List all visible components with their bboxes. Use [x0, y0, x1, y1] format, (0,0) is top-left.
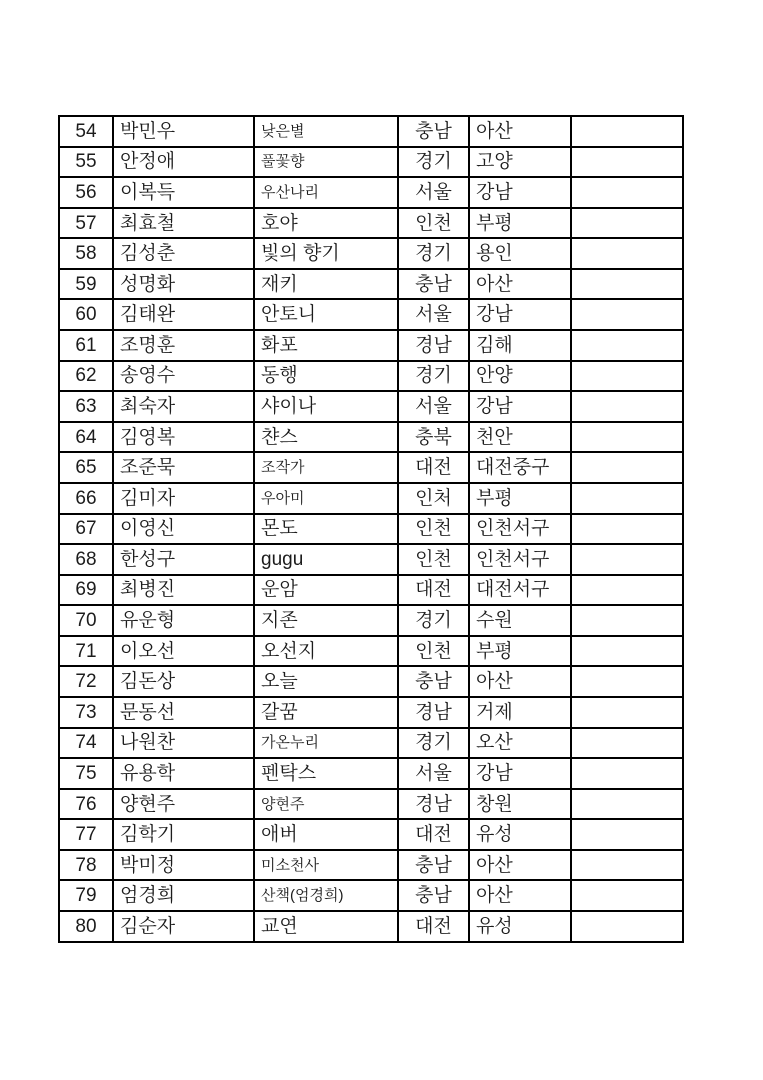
- city-cell: 창원: [469, 789, 571, 820]
- city-cell: 유성: [469, 819, 571, 850]
- member-name-cell: 조준묵: [113, 452, 254, 483]
- province-cell: 인처: [398, 483, 469, 514]
- table-row: [59, 666, 683, 697]
- empty-cell: [571, 177, 683, 208]
- nickname-cell: 조작가: [254, 452, 398, 483]
- row-number-cell: 57: [59, 208, 113, 239]
- nickname-cell: 안토니: [254, 299, 398, 330]
- member-name-cell: 유용학: [113, 758, 254, 789]
- row-number-cell: 69: [59, 575, 113, 606]
- row-number-cell: 60: [59, 299, 113, 330]
- nickname-cell: 우산나리: [254, 177, 398, 208]
- member-name-cell: 김미자: [113, 483, 254, 514]
- empty-cell: [571, 636, 683, 667]
- empty-cell: [571, 269, 683, 300]
- row-number-cell: 66: [59, 483, 113, 514]
- member-name-cell: 조명훈: [113, 330, 254, 361]
- member-name-cell: 최병진: [113, 575, 254, 606]
- member-name-cell: 김영복: [113, 422, 254, 453]
- table-row: [59, 391, 683, 422]
- table-row: [59, 177, 683, 208]
- member-roster-table: [58, 115, 684, 943]
- row-number-cell: 59: [59, 269, 113, 300]
- nickname-cell: 동행: [254, 361, 398, 392]
- table-row: [59, 116, 683, 147]
- province-cell: 경기: [398, 728, 469, 759]
- province-cell: 서울: [398, 177, 469, 208]
- province-cell: 경남: [398, 789, 469, 820]
- nickname-cell: 갈꿈: [254, 697, 398, 728]
- table-row: [59, 758, 683, 789]
- member-name-cell: 한성구: [113, 544, 254, 575]
- table-row: [59, 605, 683, 636]
- city-cell: 수원: [469, 605, 571, 636]
- province-cell: 인천: [398, 208, 469, 239]
- row-number-cell: 75: [59, 758, 113, 789]
- empty-cell: [571, 789, 683, 820]
- row-number-cell: 71: [59, 636, 113, 667]
- city-cell: 대전서구: [469, 575, 571, 606]
- empty-cell: [571, 666, 683, 697]
- member-name-cell: 이오선: [113, 636, 254, 667]
- empty-cell: [571, 452, 683, 483]
- empty-cell: [571, 819, 683, 850]
- row-number-cell: 74: [59, 728, 113, 759]
- province-cell: 충남: [398, 880, 469, 911]
- empty-cell: [571, 208, 683, 239]
- city-cell: 천안: [469, 422, 571, 453]
- province-cell: 경기: [398, 361, 469, 392]
- city-cell: 아산: [469, 850, 571, 881]
- province-cell: 경기: [398, 147, 469, 178]
- empty-cell: [571, 422, 683, 453]
- row-number-cell: 72: [59, 666, 113, 697]
- member-name-cell: 유운형: [113, 605, 254, 636]
- member-name-cell: 김태완: [113, 299, 254, 330]
- member-name-cell: 김돈상: [113, 666, 254, 697]
- empty-cell: [571, 728, 683, 759]
- province-cell: 경기: [398, 605, 469, 636]
- member-name-cell: 안정애: [113, 147, 254, 178]
- city-cell: 부평: [469, 208, 571, 239]
- member-name-cell: 김성춘: [113, 238, 254, 269]
- city-cell: 김해: [469, 330, 571, 361]
- city-cell: 아산: [469, 116, 571, 147]
- member-name-cell: 문동선: [113, 697, 254, 728]
- empty-cell: [571, 330, 683, 361]
- table-row: [59, 728, 683, 759]
- row-number-cell: 61: [59, 330, 113, 361]
- row-number-cell: 73: [59, 697, 113, 728]
- empty-cell: [571, 850, 683, 881]
- row-number-cell: 65: [59, 452, 113, 483]
- nickname-cell: 낮은별: [254, 116, 398, 147]
- nickname-cell: gugu: [254, 544, 398, 575]
- row-number-cell: 76: [59, 789, 113, 820]
- city-cell: 아산: [469, 666, 571, 697]
- table-row: [59, 269, 683, 300]
- empty-cell: [571, 880, 683, 911]
- row-number-cell: 56: [59, 177, 113, 208]
- member-name-cell: 박민우: [113, 116, 254, 147]
- city-cell: 대전중구: [469, 452, 571, 483]
- table-body: [59, 116, 683, 942]
- table-row: [59, 361, 683, 392]
- member-name-cell: 박미정: [113, 850, 254, 881]
- member-name-cell: 이영신: [113, 514, 254, 545]
- nickname-cell: 챤스: [254, 422, 398, 453]
- table-row: [59, 819, 683, 850]
- province-cell: 충남: [398, 116, 469, 147]
- nickname-cell: 화포: [254, 330, 398, 361]
- city-cell: 강남: [469, 391, 571, 422]
- row-number-cell: 77: [59, 819, 113, 850]
- member-name-cell: 최숙자: [113, 391, 254, 422]
- empty-cell: [571, 147, 683, 178]
- table-row: [59, 422, 683, 453]
- city-cell: 인천서구: [469, 544, 571, 575]
- city-cell: 거제: [469, 697, 571, 728]
- nickname-cell: 몬도: [254, 514, 398, 545]
- nickname-cell: 오선지: [254, 636, 398, 667]
- table-row: [59, 208, 683, 239]
- nickname-cell: 빛의 향기: [254, 238, 398, 269]
- nickname-cell: 미소천사: [254, 850, 398, 881]
- table-row: [59, 514, 683, 545]
- empty-cell: [571, 238, 683, 269]
- member-name-cell: 송영수: [113, 361, 254, 392]
- city-cell: 유성: [469, 911, 571, 942]
- nickname-cell: 양현주: [254, 789, 398, 820]
- city-cell: 강남: [469, 758, 571, 789]
- nickname-cell: 산책(엄경희): [254, 880, 398, 911]
- province-cell: 서울: [398, 391, 469, 422]
- empty-cell: [571, 483, 683, 514]
- province-cell: 충남: [398, 666, 469, 697]
- empty-cell: [571, 299, 683, 330]
- empty-cell: [571, 391, 683, 422]
- row-number-cell: 68: [59, 544, 113, 575]
- empty-cell: [571, 116, 683, 147]
- nickname-cell: 재키: [254, 269, 398, 300]
- table-row: [59, 238, 683, 269]
- member-name-cell: 양현주: [113, 789, 254, 820]
- empty-cell: [571, 514, 683, 545]
- row-number-cell: 67: [59, 514, 113, 545]
- member-name-cell: 김순자: [113, 911, 254, 942]
- nickname-cell: 가온누리: [254, 728, 398, 759]
- province-cell: 서울: [398, 299, 469, 330]
- table-row: [59, 911, 683, 942]
- member-name-cell: 최효철: [113, 208, 254, 239]
- province-cell: 경기: [398, 238, 469, 269]
- province-cell: 경남: [398, 697, 469, 728]
- province-cell: 인천: [398, 514, 469, 545]
- row-number-cell: 54: [59, 116, 113, 147]
- city-cell: 인천서구: [469, 514, 571, 545]
- city-cell: 아산: [469, 880, 571, 911]
- nickname-cell: 교연: [254, 911, 398, 942]
- row-number-cell: 62: [59, 361, 113, 392]
- empty-cell: [571, 605, 683, 636]
- member-name-cell: 엄경희: [113, 880, 254, 911]
- city-cell: 용인: [469, 238, 571, 269]
- city-cell: 고양: [469, 147, 571, 178]
- member-name-cell: 이복득: [113, 177, 254, 208]
- empty-cell: [571, 697, 683, 728]
- table-row: [59, 575, 683, 606]
- province-cell: 경남: [398, 330, 469, 361]
- empty-cell: [571, 911, 683, 942]
- nickname-cell: 애버: [254, 819, 398, 850]
- city-cell: 부평: [469, 636, 571, 667]
- province-cell: 인천: [398, 636, 469, 667]
- member-name-cell: 김학기: [113, 819, 254, 850]
- province-cell: 대전: [398, 911, 469, 942]
- row-number-cell: 63: [59, 391, 113, 422]
- empty-cell: [571, 361, 683, 392]
- row-number-cell: 70: [59, 605, 113, 636]
- province-cell: 충북: [398, 422, 469, 453]
- row-number-cell: 58: [59, 238, 113, 269]
- nickname-cell: 운암: [254, 575, 398, 606]
- province-cell: 충남: [398, 850, 469, 881]
- table-row: [59, 483, 683, 514]
- table-row: [59, 697, 683, 728]
- table-row: [59, 544, 683, 575]
- table-row: [59, 789, 683, 820]
- nickname-cell: 우아미: [254, 483, 398, 514]
- row-number-cell: 80: [59, 911, 113, 942]
- nickname-cell: 지존: [254, 605, 398, 636]
- member-name-cell: 성명화: [113, 269, 254, 300]
- table-row: [59, 850, 683, 881]
- table-row: [59, 880, 683, 911]
- province-cell: 서울: [398, 758, 469, 789]
- nickname-cell: 호야: [254, 208, 398, 239]
- nickname-cell: 풀꽃향: [254, 147, 398, 178]
- city-cell: 강남: [469, 177, 571, 208]
- nickname-cell: 오늘: [254, 666, 398, 697]
- city-cell: 오산: [469, 728, 571, 759]
- province-cell: 대전: [398, 452, 469, 483]
- city-cell: 강남: [469, 299, 571, 330]
- city-cell: 부평: [469, 483, 571, 514]
- member-name-cell: 나원찬: [113, 728, 254, 759]
- city-cell: 안양: [469, 361, 571, 392]
- row-number-cell: 78: [59, 850, 113, 881]
- empty-cell: [571, 544, 683, 575]
- empty-cell: [571, 575, 683, 606]
- row-number-cell: 79: [59, 880, 113, 911]
- table-row: [59, 330, 683, 361]
- table-row: [59, 299, 683, 330]
- table-row: [59, 147, 683, 178]
- nickname-cell: 펜탁스: [254, 758, 398, 789]
- row-number-cell: 64: [59, 422, 113, 453]
- province-cell: 인천: [398, 544, 469, 575]
- row-number-cell: 55: [59, 147, 113, 178]
- province-cell: 대전: [398, 575, 469, 606]
- table-row: [59, 452, 683, 483]
- province-cell: 충남: [398, 269, 469, 300]
- city-cell: 아산: [469, 269, 571, 300]
- empty-cell: [571, 758, 683, 789]
- table-row: [59, 636, 683, 667]
- nickname-cell: 샤이나: [254, 391, 398, 422]
- province-cell: 대전: [398, 819, 469, 850]
